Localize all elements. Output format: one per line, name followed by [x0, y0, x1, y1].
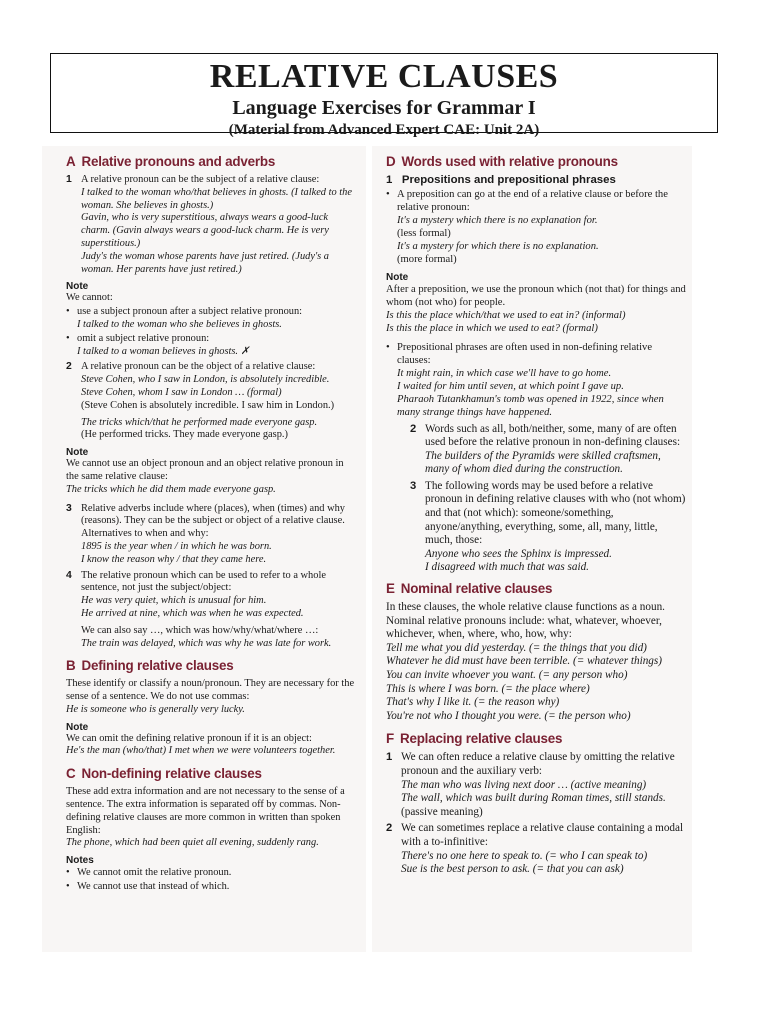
- section-f-item-2: 2 We can sometimes replace a relative clause containing a modal with a to-infinitive: There's no one here to speak to. (= who I can speak to) Sue is the best person to ask. (= that you can ask): [386, 822, 684, 876]
- document-title: RELATIVE CLAUSES: [209, 58, 559, 95]
- document-source: (Material from Advanced Expert CAE: Unit 2A): [228, 122, 540, 138]
- note-bullet: • omit a subject relative pronoun: I talked to a woman believes in ghosts. ✗: [66, 332, 250, 357]
- note-bullet: • use a subject pronoun after a subject relative pronoun: I talked to the woman who she believes in ghosts.: [66, 306, 303, 330]
- note-label: Note: [66, 447, 89, 459]
- section-a-item-3: 3 Relative adverbs include where (places), when (times) and why (reasons). They can be the subject or object of a relative clause. Alternatives to when and why: 1895 is the year when / in which he was born. I know the reason why / that they came here.: [66, 502, 345, 565]
- section-a-heading: A Relative pronouns and adverbs: [66, 154, 276, 169]
- section-d-subheading: 1 Prepositions and prepositional phrases: [386, 174, 616, 186]
- section-a-item-2: 2 A relative pronoun can be the object of a relative clause: Steve Cohen, who I saw in London, is absolutely incredible. Steve Cohen, whom I saw in London … (formal) (Steve Cohen is absolutely incredible. I saw him in London.) The tricks which/that he performed made everyone gasp. (He performed tricks. They made everyone gasp.): [66, 361, 335, 441]
- section-a-item-4: 4 The relative pronoun which can be used to refer to a whole sentence, not just the subject/object: He was very quiet, which is unusual for him. He arrived at nine, which was when he was expected. We can also say …, which was how/why/what/where …: The train was delayed, which was why he was late for work.: [66, 569, 332, 649]
- note-intro: We cannot:: [66, 292, 113, 304]
- left-column: A Relative pronouns and adverbs 1 A relative pronoun can be the subject of a relative clause: I talked to the woman who/that believes in ghosts. (I talked to the woman. She believes in ghosts.) Gavin, who is very superstitious, always wears a good-luck charm. (Gavin always wears a good-luck charm. He is very superstitious.) Judy's the woman whose parents have just retired. (Judy's a woman. Her parents have just retired.) Note We cannot: • use a subject pronoun after a subject relative pronoun: I talked to the woman who she believes in ghosts. • omit a subject relative pronoun: I talked to a woman believes in ghosts. ✗ 2 A relative pronoun can be the object of a relative clause: Steve Cohen, who I saw in London, is absolutely incredible. Steve Cohen, whom I saw in London … (formal) (Steve Cohen is absolutely incredible. I saw him in London.) The tricks which/that he performed made everyone gasp. (He performed tricks. They made everyone gasp.) Note We cannot use an object pronoun and an object relative pronoun in the same relative clause: The tricks which he did them made everyone gasp. 3 Relative adverbs include where (places), when (times) and why (reasons). They can be the subject or object of a relative clause. Alternatives to when and why: 1895 is the year when / in which he was born. I know the reason why / that they came here. 4 The relative pronoun which can be used to refer to a whole sentence, not just the subject/object: He was very quiet, which is unusual for him. He arrived at nine, which was when he was expected. We can also say …, which was how/why/what/where …: The train was delayed, which was why he was late for work. B Defining relative clauses These identify or classify a noun/pronoun. They are necessary for the sense of a sentence. We do not use commas: He is someone who is generally very lucky. Note We can omit the defining relative pronoun if it is an object: He's the man (who/that) I met when we were volunteers together. C Non-defining relative clauses These add extra information and are not necessary to the sense of a sentence. The extra information is separated off by commas. Non-defining relative clauses are more common in written than spoken English: The phone, which had been quiet all evening, suddenly rang. Notes • We cannot omit the relative pronoun. • We cannot use that instead of which.: [42, 146, 366, 952]
- note-label: Note: [66, 281, 89, 293]
- notes-label: Notes: [66, 855, 94, 867]
- section-a-item-1: 1 A relative pronoun can be the subject of a relative clause: I talked to the woman who/that believes in ghosts. (I talked to the woman. She believes in ghosts.) Gavin, who is very superstitious, always wears a good-luck charm. (Gavin always wears a good-luck charm. He is very superstitious.) Judy's the woman whose parents have just retired. (Judy's a woman. Her parents have just retired.): [66, 174, 352, 275]
- section-d-heading: D Words used with relative pronouns: [386, 154, 618, 169]
- section-d-bullet-1: • A preposition can go at the end of a relative clause or before the relative pronoun: It's a mystery which there is no explanation for. (less formal) It's a mystery for which there is no explanation. (more formal): [386, 189, 668, 266]
- section-d-item-3: 3 The following words may be used before a relative pronoun in defining relative clauses with who (not whom) and that (not which): someone/something, anyone/anything, everything, some, all, many, little, much, those: Anyone who sees the Sphinx is impressed. I disagreed with much that was said.: [410, 479, 686, 574]
- section-d-bullet-2: • Prepositional phrases are often used in non-defining relative clauses: It might rain, in which case we'll have to go home. I waited for him until seven, at which point I gave up. Pharaoh Tutankhamun's tomb was opened in 1922, since when many strange things have happened.: [386, 341, 664, 419]
- note-label: Note: [66, 721, 89, 733]
- note-bullet: • We cannot omit the relative pronoun.: [66, 867, 232, 879]
- title-box: [50, 53, 718, 138]
- note-bullet: • We cannot use that instead of which.: [66, 881, 230, 893]
- section-e-heading: E Nominal relative clauses: [386, 581, 553, 597]
- section-b-heading: B Defining relative clauses: [66, 658, 234, 674]
- section-f-heading: F Replacing relative clauses: [386, 731, 563, 747]
- section-f-item-1: 1 We can often reduce a relative clause by omitting the relative pronoun and the auxiliary verb: The man who was living next door … (active meaning) The wall, which was built during Roman times, still stands. (passive meaning): [386, 751, 675, 818]
- right-column: D Words used with relative pronouns 1 Prepositions and prepositional phrases • A preposition can go at the end of a relative clause or before the relative pronoun: It's a mystery which there is no explanation for. (less formal) It's a mystery for which there is no explanation. (more formal) Note After a preposition, we use the pronoun which (not that) for things and whom (not who) for people. Is this the place which/that we used to eat in? (informal) Is this the place in which we used to eat? (formal) • Prepositional phrases are often used in non-defining relative clauses: It might rain, in which case we'll have to go home. I waited for him until seven, at which point I gave up. Pharaoh Tutankhamun's tomb was opened in 1922, since when many strange things have happened. 2 Words such as all, both/neither, some, many of are often used before the relative pronoun in non-defining clauses: The builders of the Pyramids were skilled craftsmen, many of whom died during the construction. 3 The following words may be used before a relative pronoun in defining relative clauses with who (not whom) and that (not which): someone/something, anyone/anything, everything, some, all, many, little, much, those: Anyone who sees the Sphinx is impressed. I disagreed with much that was said. E Nominal relative clauses In these clauses, the whole relative clause functions as a noun. Nominal relative pronouns include: what, whatever, whoever, whichever, when, where, who, how, why: Tell me what you did yesterday. (= the things that you did) Whatever he did must have been terrible. (= whatever things) You can invite whoever you want. (= any person who) This is where I was born. (= the place where) That's why I like it. (= the reason why) You're not who I thought you were. (= the person who) F Replacing relative clauses 1 We can often reduce a relative clause by omitting the relative pronoun and the auxiliary verb: The man who was living next door … (active meaning) The wall, which was built during Roman times, still stands. (passive meaning) 2 We can sometimes replace a relative clause containing a modal with a to-infinitive: There's no one here to speak to. (= who I can speak to) Sue is the best person to ask. (= that you can ask): [372, 146, 692, 952]
- section-d-item-2: 2 Words such as all, both/neither, some, many of are often used before the relative pronoun in non-defining clauses: The builders of the Pyramids were skilled craftsmen, many of whom died during the construction.: [410, 422, 681, 476]
- section-c-heading: C Non-defining relative clauses: [66, 766, 262, 782]
- note-label: Note: [386, 271, 409, 283]
- document-subtitle: Language Exercises for Grammar I: [232, 97, 536, 119]
